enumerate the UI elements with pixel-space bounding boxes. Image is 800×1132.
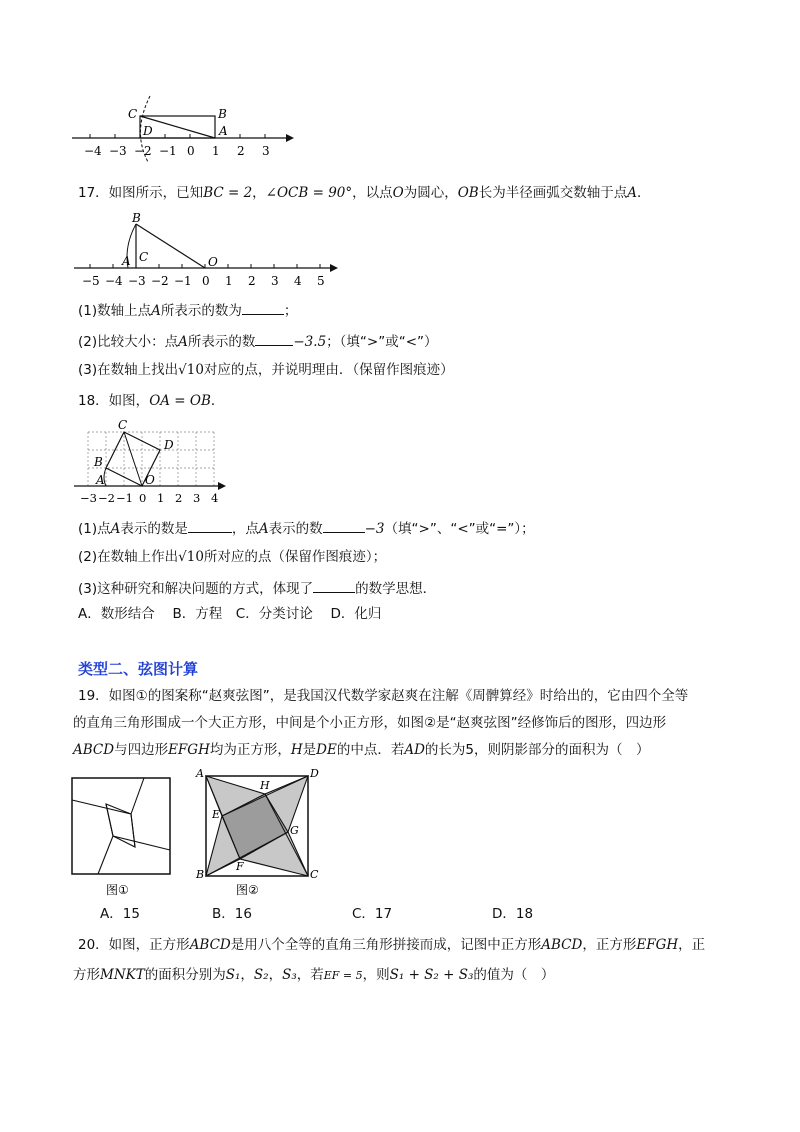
top-number-line-figure xyxy=(70,92,300,164)
q18-s1-a2: A xyxy=(258,521,269,537)
tick-label: 2 xyxy=(175,491,183,505)
tick-label: −4 xyxy=(84,144,102,158)
q18-end: ． xyxy=(210,393,225,409)
q18-sub2 xyxy=(78,548,386,566)
q18-s2-sqrt: √10 xyxy=(178,549,204,565)
answer-blank[interactable] xyxy=(188,518,232,533)
q18-figure xyxy=(72,416,232,508)
tick-label: 5 xyxy=(317,274,325,288)
tick-label: 1 xyxy=(212,144,220,158)
q20-sum: S₁ + S₂ + S₃ xyxy=(389,967,474,983)
q17-s1-pre: (1)数轴上点 xyxy=(78,303,152,319)
tick-label: 3 xyxy=(262,144,270,158)
q17-cond1: BC = 2 xyxy=(203,185,253,201)
point-label-b: B xyxy=(132,211,141,225)
q20-l1-pre: 20．如图，正方形 xyxy=(78,937,190,953)
q17-sub3 xyxy=(78,361,454,379)
q20-abcd2: ABCD xyxy=(541,937,583,953)
q17-statement xyxy=(78,184,650,202)
q17-sub1 xyxy=(78,300,297,320)
q17-a: A xyxy=(627,185,637,201)
q20-ef: EF = 5 xyxy=(323,969,363,982)
q20-line2 xyxy=(73,966,554,985)
tick-label: 1 xyxy=(225,274,233,288)
tick-label: −3 xyxy=(109,144,127,158)
q19-h: H xyxy=(290,742,303,758)
answer-blank[interactable] xyxy=(313,578,355,593)
tick-label: 2 xyxy=(248,274,256,288)
q17-o: O xyxy=(392,185,404,201)
q18-s3-pre: (3)这种研究和解决问题的方式，体现了 xyxy=(78,581,314,597)
tick-label: 3 xyxy=(193,491,201,505)
q17-end: ． xyxy=(636,185,651,201)
q17-s1-post: 所表示的数为 xyxy=(160,303,242,319)
point-label-a: A xyxy=(196,767,204,780)
q17-s2-a: A xyxy=(178,334,188,350)
point-label-e: E xyxy=(212,808,221,821)
point-label-g: G xyxy=(290,824,299,837)
answer-blank[interactable] xyxy=(255,331,293,346)
q19-option-d[interactable]: D．18 xyxy=(492,906,534,922)
point-label-h: H xyxy=(260,779,270,792)
figure-caption: 图① xyxy=(106,883,129,897)
q17-mid: ，以点 xyxy=(352,185,393,201)
point-label-b: B xyxy=(218,107,227,121)
q18-s2-pre: (2)在数轴上作出 xyxy=(78,549,179,565)
q20-l2-pre: 方形 xyxy=(73,967,100,983)
tick-label: 2 xyxy=(237,144,245,158)
q18-s1-val: −3 xyxy=(364,521,385,537)
q19-ad: AD xyxy=(404,742,425,758)
tick-label: −4 xyxy=(105,274,123,288)
point-label-b: B xyxy=(196,868,205,881)
q17-s1-a: A xyxy=(151,303,161,319)
answer-blank[interactable] xyxy=(242,300,284,315)
q18-s1-pre: (1)点 xyxy=(78,521,111,537)
q20-line1 xyxy=(78,936,705,954)
q18-statement xyxy=(78,392,224,410)
section-heading: 类型二、弦图计算 xyxy=(78,660,199,678)
q18-s1-mid2: ，点 xyxy=(231,521,259,537)
q20-l2-mid3: ，则 xyxy=(362,967,390,983)
point-label-f: F xyxy=(236,860,244,873)
point-label-a: A xyxy=(122,254,131,268)
q19-efgh: EFGH xyxy=(168,742,210,758)
q18-s1-a: A xyxy=(110,521,121,537)
q19-option-c[interactable]: C．17 xyxy=(352,906,393,922)
q19-l3-c: 是 xyxy=(302,742,317,758)
tick-label: 1 xyxy=(157,491,165,505)
point-label-c: C xyxy=(128,107,138,121)
q20-mnkt: MNKT xyxy=(100,967,145,983)
tick-label: 0 xyxy=(187,144,195,158)
q18-prefix: 18．如图， xyxy=(78,393,150,409)
q20-l2-end: 的值为（ ） xyxy=(473,967,555,983)
q20-l1-mid: 是用八个全等的直角三角形拼接而成，记图中正方形 xyxy=(230,937,542,953)
point-label-o: O xyxy=(145,473,155,487)
point-label-d: D xyxy=(143,124,153,138)
q19-figure-2 xyxy=(194,766,320,900)
q17-suffix: 长为半径画弧交数轴于点 xyxy=(478,185,628,201)
point-label-c: C xyxy=(118,418,128,432)
tick-label: −3 xyxy=(128,274,146,288)
q20-s2: S₂ xyxy=(253,967,269,983)
q17-ob: OB xyxy=(457,185,479,201)
tick-label: −1 xyxy=(159,144,177,158)
q18-s1-mid3: 表示的数 xyxy=(268,521,323,537)
q17-s3-post: 对应的点，并说明理由．（保留作图痕迹） xyxy=(203,362,454,378)
tick-label: 0 xyxy=(139,491,147,505)
q20-l1-end: ，正 xyxy=(678,937,706,953)
tick-label: 4 xyxy=(294,274,302,288)
q20-sep2: ， xyxy=(268,967,283,983)
tick-label: −2 xyxy=(151,274,169,288)
point-label-o: O xyxy=(208,255,218,269)
q19-line2: 的直角三角形围成一个大正方形，中间是个小正方形，如图②是“赵爽弦图”经修饰后的图形，四边形 xyxy=(73,715,667,731)
answer-blank[interactable] xyxy=(323,518,365,533)
tick-label: −1 xyxy=(174,274,192,288)
q17-s2-mid: 所表示的数 xyxy=(187,334,256,350)
point-label-a: A xyxy=(96,473,105,487)
point-label-c: C xyxy=(310,868,319,881)
q17-s3-pre: (3)在数轴上找出 xyxy=(78,362,179,378)
q17-mid2: 为圆心， xyxy=(403,185,458,201)
q20-efgh: EFGH xyxy=(636,937,679,953)
figure-caption: 图② xyxy=(236,883,259,897)
q20-l2-mid2: ，若 xyxy=(296,967,324,983)
tick-label: −5 xyxy=(82,274,100,288)
q19-l3-d: 的中点．若 xyxy=(336,742,405,758)
q19-abcd: ABCD xyxy=(73,742,115,758)
q19-de: DE xyxy=(316,742,337,758)
point-label-d: D xyxy=(310,767,319,780)
q18-sub3 xyxy=(78,578,436,598)
q18-s1-mid: 表示的数是 xyxy=(120,521,188,537)
tick-label: 4 xyxy=(211,491,219,505)
q20-abcd: ABCD xyxy=(189,937,231,953)
q17-figure xyxy=(72,210,342,290)
q20-l1-mid2: ，正方形 xyxy=(582,937,637,953)
q18-s2-post: 所对应的点（保留作图痕迹）； xyxy=(203,549,387,565)
q19-figure-1 xyxy=(70,776,174,900)
q17-s2-post: ；（填“>”或“<”） xyxy=(326,334,438,350)
q19-l3-b: 均为正方形， xyxy=(209,742,291,758)
q17-cond2: ∠OCB = 90° xyxy=(265,185,353,201)
point-label-a: A xyxy=(219,124,228,138)
point-label-b: B xyxy=(94,455,103,469)
q19-line1: 19．如图①的图案称“赵爽弦图”，是我国汉代数学家赵爽在注解《周髀算经》时给出的，它由四个全等 xyxy=(78,688,689,704)
point-label-d: D xyxy=(164,438,174,452)
q19-option-b[interactable]: B．16 xyxy=(212,906,252,922)
q17-s3-sqrt: √10 xyxy=(178,362,204,378)
q19-l3-e: 的长为5，则阴影部分的面积为（ ） xyxy=(424,742,650,758)
q19-l3-a: 与四边形 xyxy=(114,742,169,758)
q18-s3-post: 的数学思想． xyxy=(355,581,437,597)
q17-s2-val: −3.5 xyxy=(293,334,327,350)
q20-sep1: ， xyxy=(240,967,254,983)
q20-l2-mid: 的面积分别为 xyxy=(144,967,226,983)
q19-option-a[interactable]: A．15 xyxy=(100,906,140,922)
tick-label: 3 xyxy=(271,274,279,288)
tick-label: −2 xyxy=(134,144,152,158)
point-label-c: C xyxy=(139,250,149,264)
q18-cond: OA = OB xyxy=(149,393,211,409)
q20-s1: S₁ xyxy=(225,967,241,983)
q17-sep: ， xyxy=(252,185,266,201)
tick-label: −3 xyxy=(80,491,97,505)
tick-label: −2 xyxy=(98,491,115,505)
q17-prefix: 17．如图所示，已知 xyxy=(78,185,204,201)
q17-sub2 xyxy=(78,331,438,351)
q18-s1-post: （填“>”、“<”或“=”）； xyxy=(384,521,535,537)
q17-s2-pre: (2)比较大小：点 xyxy=(78,334,179,350)
q18-sub1 xyxy=(78,518,535,538)
q18-options: A．数形结合 B．方程 C．分类讨论 D．化归 xyxy=(78,606,382,622)
q20-s3: S₃ xyxy=(282,967,297,983)
q17-s1-end: ； xyxy=(283,303,298,319)
tick-label: −1 xyxy=(116,491,133,505)
tick-label: 0 xyxy=(202,274,210,288)
q19-line3 xyxy=(73,741,650,759)
